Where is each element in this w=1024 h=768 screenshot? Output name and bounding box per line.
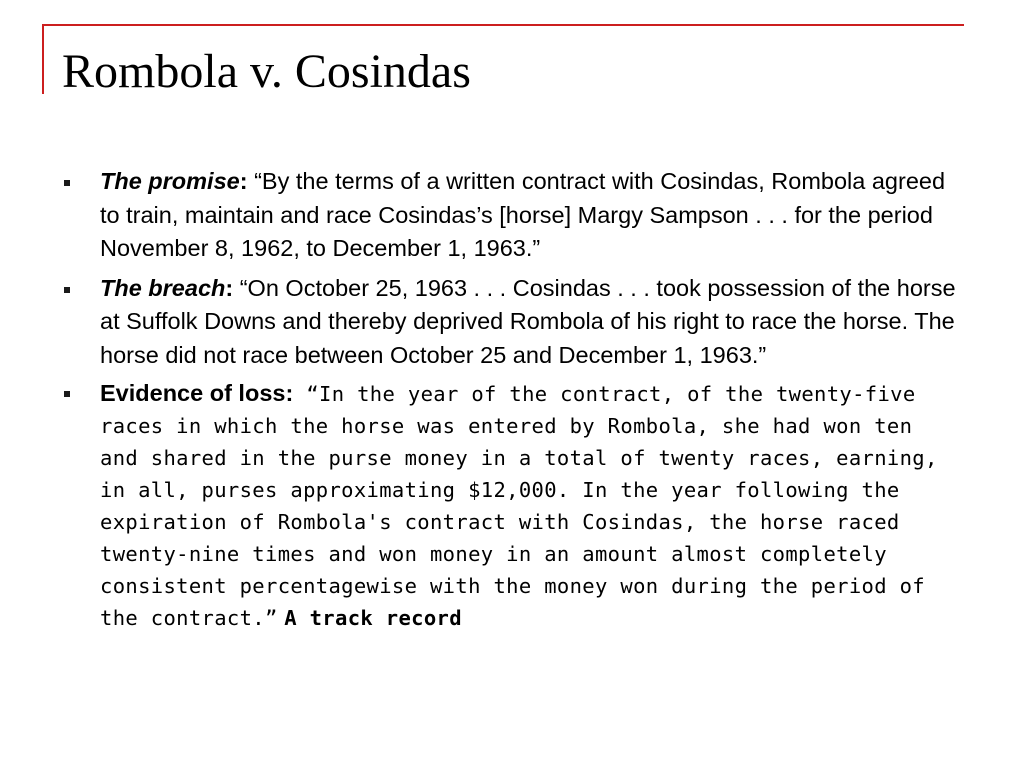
bullet-text-evidence: “In the year of the contract, of the twenty-five races in which the horse was entered by Rombola, she had won ten and shared in the purse money in a total of twenty races, earning, in all, purses approximating $12,000. In the year following the expiration of Rombola's contract with Cosindas, the horse raced twenty-nine times and won money in an amount almost completely consistent percentagewise with the money won during the period of the contract.” (100, 382, 938, 630)
bullet-marker-icon (64, 391, 70, 397)
bullet-heading-colon: : (239, 168, 248, 194)
bullet-heading-colon: : (225, 274, 234, 301)
slide-title: Rombola v. Cosindas (62, 45, 471, 98)
bullet-heading-promise: The promise (100, 168, 240, 194)
bullet-list (58, 165, 963, 640)
bullet-text-breach: “On October 25, 1963 . . . Cosindas . . . took possession of the horse at Suffolk Downs and thereby deprived Rombola of his right to race the horse. The horse did not race between October 25 and December 1, 1963.” (100, 274, 956, 368)
bullet-marker-icon (64, 287, 70, 293)
bullet-emphasis-track-record: A track record (284, 606, 462, 630)
title-frame-left-line (42, 24, 44, 94)
bullet-heading-breach: The breach (100, 274, 226, 301)
title-frame-top-line (42, 24, 964, 26)
bullet-heading-evidence: Evidence of loss: (100, 380, 294, 406)
bullet-item-promise (58, 165, 963, 266)
bullet-item-evidence (58, 378, 963, 634)
bullet-item-breach (58, 272, 963, 373)
bullet-marker-icon (64, 180, 70, 186)
bullet-text-promise: “By the terms of a written contract with Cosindas, Rombola agreed to train, maintain and race Cosindas’s [horse] Margy Sampson . . . for the period November 8, 1962, to December 1, 1963.” (100, 168, 946, 261)
